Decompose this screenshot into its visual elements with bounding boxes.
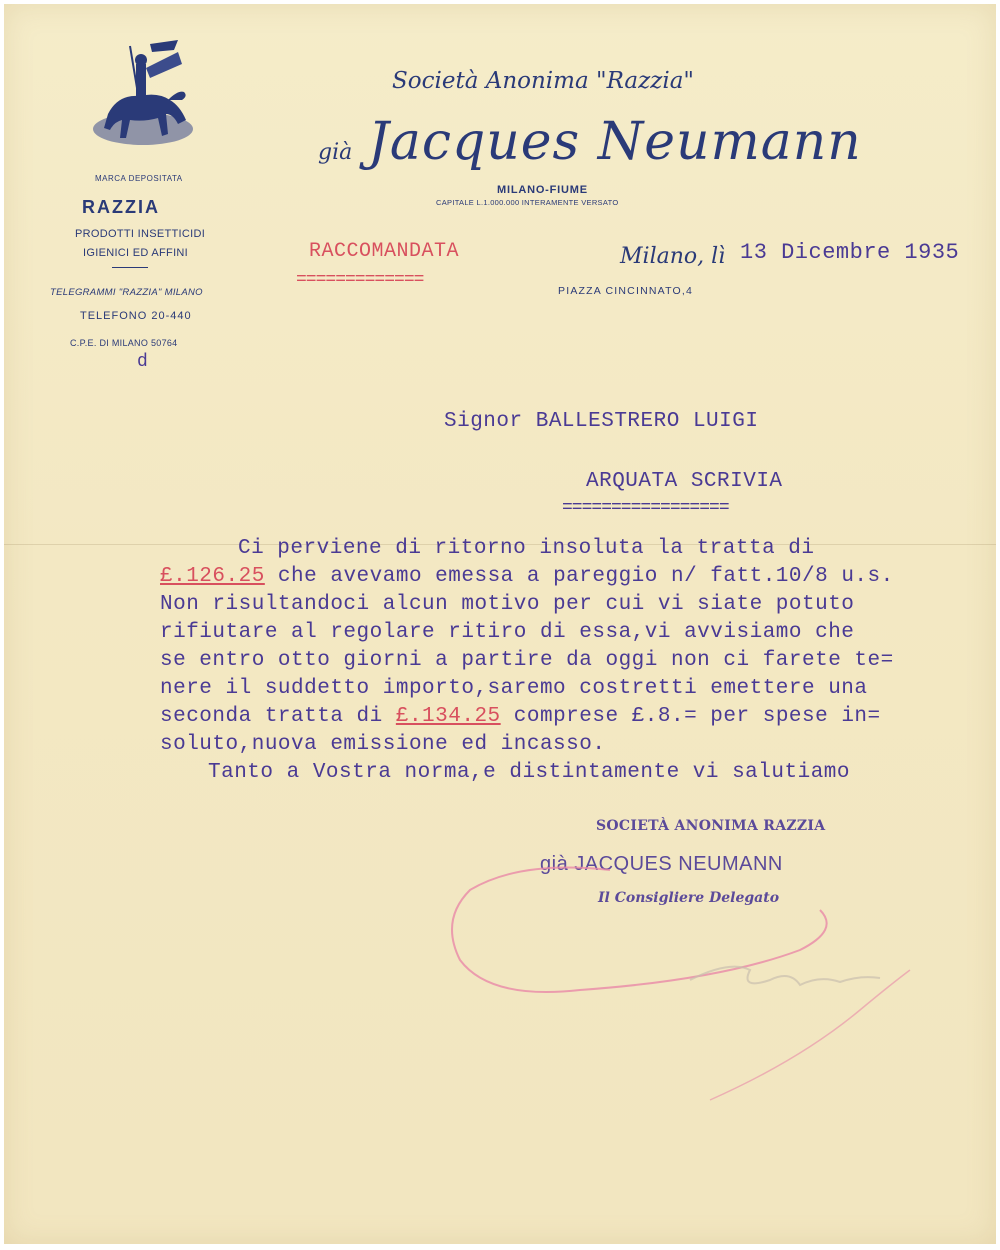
recipient-underline: =================	[562, 498, 729, 518]
letter-date: 13 Dicembre 1935	[740, 240, 960, 265]
razzia-horse-logo-icon	[78, 34, 208, 164]
company-line-1: Società Anonima "Razzia"	[392, 68, 695, 94]
address-line: PIAZZA CINCINNATO,4	[558, 285, 694, 297]
body-line-2	[160, 565, 894, 588]
stamp-line-3: Il Consigliere Delegato	[598, 890, 780, 906]
brand-name: RAZZIA	[82, 197, 160, 217]
stamp-line-2: già JACQUES NEUMANN	[540, 853, 783, 875]
body-line-7-start: seconda tratta di	[160, 705, 396, 728]
body-line-8: soluto,nuova emissione ed incasso.	[160, 733, 606, 756]
registered-label: RACCOMANDATA	[309, 240, 460, 263]
body-line-1: Ci perviene di ritorno insoluta la tratta di	[238, 537, 815, 560]
products-line-2: IGIENICI ED AFFINI	[83, 247, 189, 259]
company-name: Jacques Neumann	[368, 112, 862, 172]
amount-first: £.126.25	[160, 565, 265, 588]
body-line-5: se entro otto giorni a partire da oggi non ci farete te=	[160, 649, 894, 672]
body-line-6: nere il suddetto importo,saremo costretti emettere una	[160, 677, 868, 700]
signature-scribble-icon	[440, 850, 960, 1110]
capital-line: CAPITALE L.1.000.000 INTERAMENTE VERSATO	[436, 198, 619, 207]
phone-line: TELEFONO 20-440	[80, 310, 192, 322]
recipient-town: ARQUATA SCRIVIA	[586, 470, 783, 493]
body-line-4: rifiutare al regolare ritiro di essa,vi avvisiamo che	[160, 621, 855, 644]
telegrams-line: TELEGRAMMI "RAZZIA" MILANO	[50, 287, 203, 298]
trademark-label: MARCA DEPOSITATA	[95, 174, 183, 183]
place-label: Milano, lì	[620, 244, 726, 269]
recipient-name: Signor BALLESTRERO LUIGI	[444, 410, 759, 433]
company-prefix: già	[318, 140, 353, 165]
body-line-9: Tanto a Vostra norma,e distintamente vi salutiamo	[208, 761, 851, 784]
cpe-line: C.P.E. DI MILANO 50764	[70, 338, 178, 348]
products-line-1: PRODOTTI INSETTICIDI	[75, 228, 206, 240]
cities: MILANO-FIUME	[497, 184, 588, 196]
stamp-line-1: SOCIETÀ ANONIMA RAZZIA	[596, 818, 826, 834]
reference-letter: d	[137, 352, 148, 372]
body-line-3: Non risultandoci alcun motivo per cui vi siate potuto	[160, 593, 855, 616]
body-line-2-rest: che avevamo emessa a pareggio n/ fatt.10/8 u.s.	[264, 565, 894, 588]
registered-underline: =============	[296, 270, 424, 290]
body-line-7	[160, 705, 881, 728]
body-line-7-rest: comprese £.8.= per spese in=	[500, 705, 881, 728]
amount-second: £.134.25	[395, 705, 501, 728]
letterhead-divider	[112, 267, 148, 268]
